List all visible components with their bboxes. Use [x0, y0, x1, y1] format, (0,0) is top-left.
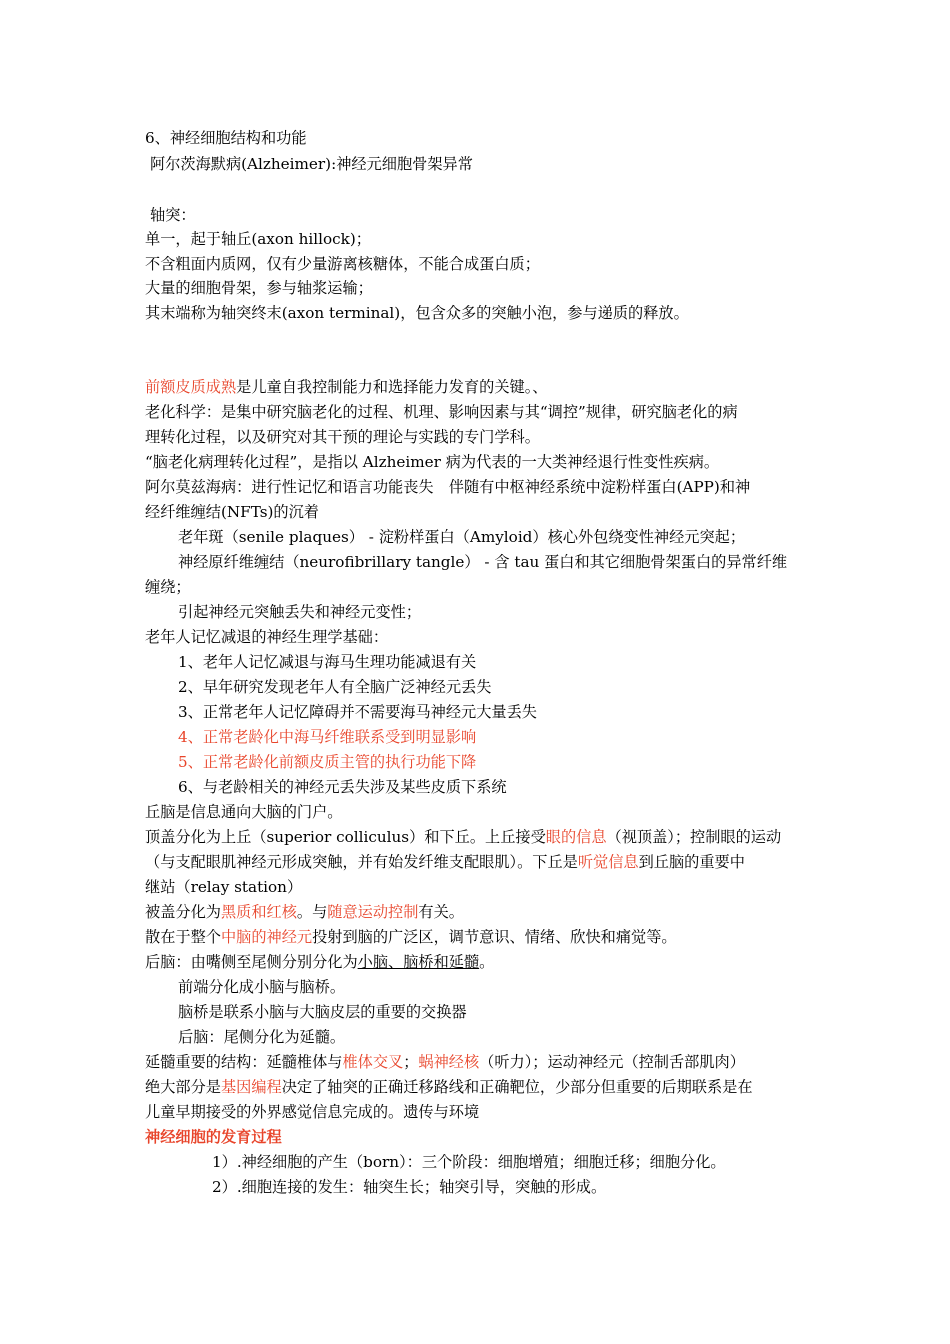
- text-line: [145, 950, 494, 974]
- text-line: 继站（relay station）: [145, 878, 303, 896]
- text-segment: 是儿童自我控制能力和选择能力发育的关键。、: [236, 378, 548, 396]
- text-line: 前端分化成小脑与脑桥。: [178, 978, 346, 996]
- text-line: 不含粗面内质网，仅有少量游离核糖体，不能合成蛋白质；: [145, 255, 540, 273]
- text-line: 神经原纤维缠结（neurofibrillary tangle） - 含 tau 蛋白和其它细胞骨架蛋白的异常纤维: [178, 553, 788, 571]
- text-line: [145, 375, 547, 399]
- text-line: “脑老化病理转化过程”，是指以 Alzheimer 病为代表的一大类神经退行性变性疾病。: [145, 453, 720, 471]
- list-item: 1、老年人记忆减退与海马生理功能减退有关: [178, 653, 477, 671]
- highlight-text: 黑质和红核: [220, 903, 297, 921]
- text-line: 儿童早期接受的外界感觉信息完成的。遗传与环境: [145, 1103, 480, 1121]
- text-line: 脑桥是联系小脑与大脑皮层的重要的交换器: [178, 1003, 467, 1021]
- text-segment: 被盖分化为: [145, 903, 221, 921]
- text-segment: ；: [403, 1053, 419, 1071]
- text-segment: 。: [479, 953, 495, 971]
- text-line: 阿尔莫兹海病：进行性记忆和语言功能丧失 伴随有中枢神经系统中淀粉样蛋白(APP)和神: [145, 478, 751, 496]
- text-segment: （视顶盖）；控制眼的运动: [606, 828, 782, 846]
- text-segment: 。与: [296, 903, 328, 921]
- highlight-text: 中脑的神经元: [220, 928, 313, 946]
- text-segment: （听力）；运动神经元（控制舌部肌肉）: [479, 1053, 745, 1071]
- highlight-text: 眼的信息: [545, 828, 607, 846]
- list-item-highlight: 5、正常老龄化前额皮质主管的执行功能下降: [178, 753, 477, 771]
- highlight-text: 随意运动控制: [327, 903, 419, 921]
- text-segment: （与支配眼肌神经元形成突触，并有始发纤维支配眼肌）。下丘是: [145, 853, 578, 871]
- text-line: 经纤维缠结(NFTs)的沉着: [145, 503, 319, 521]
- underlined-text: 小脑、脑桥和延髓: [357, 953, 480, 971]
- highlight-text: 听觉信息: [577, 853, 639, 871]
- highlight-text: 前额皮质成熟: [145, 378, 237, 396]
- list-item: 6、与老龄相关的神经元丢失涉及某些皮质下系统: [178, 778, 507, 796]
- text-segment: 绝大部分是: [145, 1078, 221, 1096]
- text-line: 引起神经元突触丢失和神经元变性；: [178, 603, 421, 621]
- text-line: 老年人记忆减退的神经生理学基础：: [145, 628, 388, 646]
- text-segment: 决定了轴突的正确迁移路线和正确靶位，少部分但重要的后期联系是在: [281, 1078, 753, 1096]
- text-line: [145, 1050, 745, 1074]
- section-heading: 6、神经细胞结构和功能: [145, 129, 307, 147]
- text-line: 理转化过程，以及研究对其干预的理论与实践的专门学科。: [145, 428, 540, 446]
- text-segment: 有关。: [418, 903, 464, 921]
- text-line: 丘脑是信息通向大脑的门户。: [145, 803, 343, 821]
- text-line: [145, 825, 781, 849]
- list-item: 2）.细胞连接的发生：轴突生长；轴突引导，突触的形成。: [212, 1178, 607, 1196]
- section-heading: 神经细胞的发育过程: [145, 1128, 282, 1146]
- text-line: 其末端称为轴突终末(axon terminal)，包含众多的突触小泡，参与递质的释放。: [145, 304, 689, 322]
- highlight-text: 基因编程: [220, 1078, 282, 1096]
- text-segment: 后脑：由嘴侧至尾侧分别分化为: [145, 953, 358, 971]
- list-item: 2、早年研究发现老年人有全脑广泛神经元丢失: [178, 678, 492, 696]
- text-line: 老化科学：是集中研究脑老化的过程、机理、影响因素与其“调控”规律，研究脑老化的病: [145, 403, 738, 421]
- text-line: 单一，起于轴丘(axon hillock)；: [145, 230, 371, 248]
- text-line: 轴突：: [150, 206, 196, 224]
- text-segment: 延髓重要的结构：延髓椎体与: [145, 1053, 343, 1071]
- text-line: [145, 1075, 753, 1099]
- text-line: [145, 925, 677, 949]
- text-segment: 顶盖分化为上丘（superior colliculus）和下丘。上丘接受: [145, 828, 546, 846]
- text-line: 后脑：尾侧分化为延髓。: [178, 1028, 346, 1046]
- text-segment: 投射到脑的广泛区，调节意识、情绪、欣快和痛觉等。: [312, 928, 677, 946]
- text-line: 阿尔茨海默病(Alzheimer):神经元细胞骨架异常: [150, 155, 473, 173]
- text-segment: 散在于整个: [145, 928, 221, 946]
- list-item: 1）.神经细胞的产生（born）：三个阶段：细胞增殖；细胞迁移；细胞分化。: [212, 1153, 726, 1171]
- text-line: [145, 850, 745, 874]
- highlight-text: 椎体交叉: [342, 1053, 404, 1071]
- text-line: [145, 900, 464, 924]
- text-line: 老年斑（senile plaques） - 淀粉样蛋白（Amyloid）核心外包绕变性神经元突起；: [178, 528, 746, 546]
- text-line: 大量的细胞骨架，参与轴浆运输；: [145, 279, 373, 297]
- list-item-highlight: 4、正常老龄化中海马纤维联系受到明显影响: [178, 728, 477, 746]
- text-line: 缠绕；: [145, 578, 191, 596]
- highlight-text: 蜗神经核: [418, 1053, 480, 1071]
- text-segment: 到丘脑的重要中: [638, 853, 745, 871]
- list-item: 3、正常老年人记忆障碍并不需要海马神经元大量丢失: [178, 703, 537, 721]
